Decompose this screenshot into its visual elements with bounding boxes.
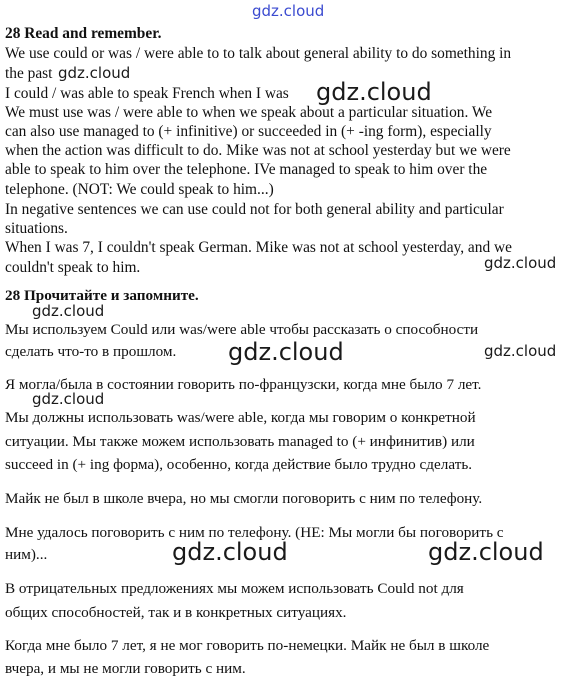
- russian-line: ним)...: [5, 546, 48, 563]
- english-line: In negative sentences we can use could not for both general ability and particular: [5, 201, 504, 218]
- english-line: the past: [5, 65, 53, 82]
- russian-line: ситуации. Мы также можем использовать managed to (+ инфинитив) или: [5, 433, 475, 450]
- russian-line: Мы должны использовать was/were able, когда мы говорим о конкретной: [5, 409, 476, 426]
- russian-line: Я могла/была в состоянии говорить по-французски, когда мне было 7 лет.: [5, 376, 482, 393]
- english-line: When I was 7, I couldn't speak German. Mike was not at school yesterday, and we: [5, 239, 512, 256]
- watermark: gdz.cloud: [316, 78, 432, 106]
- watermark: gdz.cloud: [172, 538, 288, 566]
- english-line: telephone. (NOT: We could speak to him...): [5, 181, 274, 198]
- watermark: gdz.cloud: [32, 302, 105, 320]
- watermark: gdz.cloud: [428, 538, 544, 566]
- russian-line: Мне удалось поговорить с ним по телефону. (НЕ: Мы могли бы поговорить с: [5, 524, 504, 541]
- watermark-top: gdz.cloud: [252, 2, 325, 20]
- watermark: gdz.cloud: [228, 338, 344, 366]
- english-line: We use could or was / were able to to talk about general ability to do something in: [5, 45, 512, 62]
- russian-line: В отрицательных предложениях мы можем использовать Could not для: [5, 580, 464, 597]
- russian-line: Когда мне было 7 лет, я не мог говорить по-немецки. Майк не был в школе: [5, 637, 490, 654]
- russian-line: Мы используем Could или was/were able чтобы рассказать о способности: [5, 321, 479, 338]
- russian-line: вчера, и мы не могли говорить с ним.: [5, 660, 246, 677]
- watermark: gdz.cloud: [58, 64, 131, 82]
- watermark: gdz.cloud: [484, 342, 557, 360]
- watermark: gdz.cloud: [484, 254, 557, 272]
- english-line: I could / was able to speak French when I was: [5, 85, 289, 102]
- russian-line: общих способностей, так и в конкретных ситуациях.: [5, 604, 347, 621]
- russian-line: сделать что-то в прошлом.: [5, 343, 177, 360]
- russian-line: Майк не был в школе вчера, но мы смогли поговорить с ним по телефону.: [5, 490, 483, 507]
- english-line: We must use was / were able to when we speak about a particular situation. We: [5, 104, 493, 121]
- english-line: able to speak to him over the telephone. IVe managed to speak to him over the: [5, 161, 488, 178]
- watermark: gdz.cloud: [32, 390, 105, 408]
- english-heading: 28 Read and remember.: [5, 25, 162, 42]
- english-line: couldn't speak to him.: [5, 259, 141, 276]
- russian-line: succeed in (+ ing форма), особенно, когда действие было трудно сделать.: [5, 456, 473, 473]
- english-line: when the action was difficult to do. Mike was not at school yesterday but we were: [5, 142, 511, 159]
- english-line: situations.: [5, 220, 68, 237]
- russian-heading: 28 Прочитайте и запомните.: [5, 287, 199, 304]
- english-line: can also use managed to (+ infinitive) or succeeded in (+ -ing form), especially: [5, 123, 492, 140]
